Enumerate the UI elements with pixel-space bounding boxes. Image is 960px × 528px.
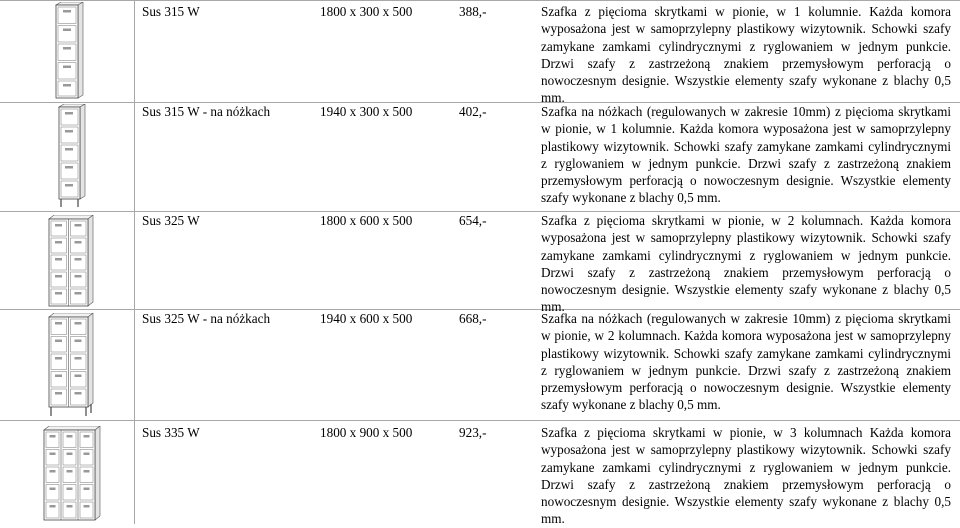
price: 388,- [459,4,487,19]
dimensions: 1800 x 600 x 500 [320,213,413,228]
dimensions: 1800 x 300 x 500 [320,4,413,19]
table-row [0,420,960,527]
description: Szafka na nóżkach (regulowanych w zakresie 10mm) z pięcioma skrytkami w pionie, w 1 kolumnie. Każda komora wyposażona jest w samoprzylepny plastikowy wizytownik. Schowki szafy zamykane zamkami cylindrycznymi z ryglowaniem w jednym punkcie. Drzwi szafy z zastrzeżoną znakiem przemysłowym perforacją o nowoczesnym designie. Wszystkie elementy szafy wykonane z blachy 0,5 mm. [541,104,951,206]
dimensions: 1940 x 600 x 500 [320,311,413,326]
locker-1-column-legs-image [54,104,86,208]
locker-2-column-image [44,215,94,307]
price: 668,- [459,311,487,326]
table-row [0,309,960,420]
description: Szafka z pięcioma skrytkami w pionie, w 2 kolumnach. Każda komora wyposażona jest w samoprzylepny plastikowy wizytownik. Schowki szafy zamykane zamkami cylindrycznymi z ryglowaniem w jednym punkcie. Drzwi szafy z zastrzeżoną znakiem przemysłowym perforacją o nowoczesnym designie. Wszystkie elementy szafy wykonane z blachy 0,5 mm. [541,213,951,315]
table-row [0,211,960,315]
locker-1-column-image [50,2,84,100]
dimensions: 1940 x 300 x 500 [320,104,413,119]
locker-2-column-legs-image [44,313,96,417]
model-name: Sus 315 W [142,4,200,19]
table-row [0,102,960,211]
description: Szafka na nóżkach (regulowanych w zakresie 10mm) z pięcioma skrytkami w pionie, w 2 kolumnach. Każda komora wyposażona jest w samoprzylepny plastikowy wizytownik. Schowki szafy zamykane zamkami cylindrycznymi z ryglowaniem w jednym punkcie. Drzwi szafy z zastrzeżoną znakiem przemysłowym perforacją o nowoczesnym designie. Wszystkie elementy szafy wykonane z blachy 0,5 mm. [541,311,951,413]
description: Szafka z pięcioma skrytkami w pionie, w 3 kolumnach Każda komora wyposażona jest w samoprzylepny plastikowy wizytownik. Schowki szafy zamykane zamkami cylindrycznymi z ryglowaniem w jednym punkcie. Drzwi szafy z zastrzeżoną znakiem przemysłowym perforacją o nowoczesnym designie. Wszystkie elementy szafy wykonane z blachy 0,5 mm. [541,425,951,527]
locker-3-column-image [40,426,102,522]
model-name: Sus 325 W - na nóżkach [142,311,271,326]
table-row [0,0,960,106]
model-name: Sus 315 W - na nóżkach [142,104,271,119]
price: 402,- [459,104,487,119]
price: 923,- [459,425,487,440]
description: Szafka z pięcioma skrytkami w pionie, w 1 kolumnie. Każda komora wyposażona jest w samoprzylepny plastikowy wizytownik. Schowki szafy zamykane zamkami cylindrycznymi z ryglowaniem w jednym punkcie. Drzwi szafy z zastrzeżoną znakiem przemysłowym perforacją o nowoczesnym designie. Wszystkie elementy szafy wykonane z blachy 0,5 mm. [541,4,951,106]
model-name: Sus 325 W [142,213,200,228]
price: 654,- [459,213,487,228]
model-name: Sus 335 W [142,425,200,440]
dimensions: 1800 x 900 x 500 [320,425,413,440]
